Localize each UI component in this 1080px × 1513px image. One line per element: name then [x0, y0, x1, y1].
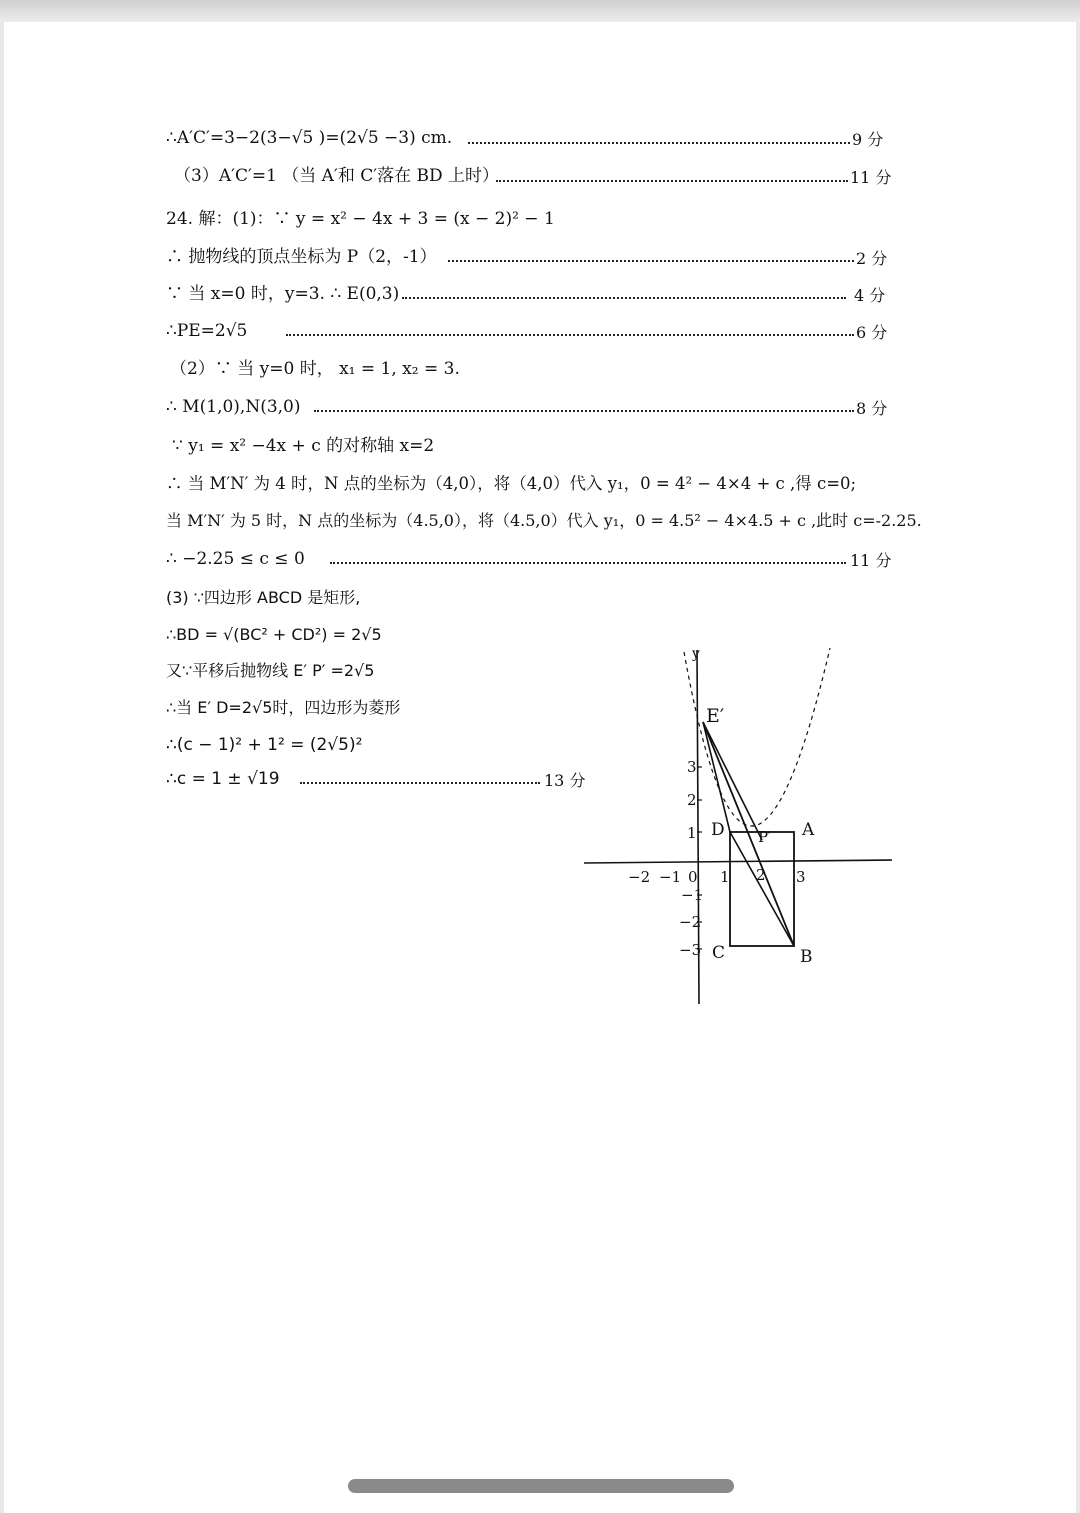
line-2-text: （3）A′C′=1 （当 A′和 C′落在 BD 上时）	[174, 166, 500, 186]
score-2: 11 分	[850, 168, 892, 187]
score-1: 9 分	[852, 130, 884, 149]
label-e-prime: E′	[706, 705, 725, 727]
y-tick-label: −3	[679, 941, 702, 959]
line-5-text: ∵ 当 x=0 时，y=3. ∴ E(0,3)	[166, 284, 400, 304]
line-1-text: ∴A′C′=3−2(3−√5 )=(2√5 −3) cm.	[166, 128, 453, 148]
line-2	[174, 165, 499, 187]
score-5: 6 分	[856, 323, 888, 342]
label-p-prime: P′	[758, 828, 772, 846]
line-4	[166, 246, 437, 268]
leader-dots	[286, 334, 854, 336]
line-8	[166, 396, 301, 418]
y-axis-label: y	[692, 646, 700, 662]
line-6-text: ∴PE=2√5	[166, 321, 248, 341]
leader-dots	[300, 782, 540, 784]
y-tick-label: −2	[679, 913, 702, 931]
line-1	[166, 127, 452, 149]
line-14-text: ∴BD = √(BC² + CD²) = 2√5	[166, 625, 382, 644]
line-10-text: ∴ 当 M′N′ 为 4 时，N 点的坐标为（4,0），将（4,0）代入 y₁，0 = 4² − 4×4 + c ,得 c=0;	[166, 474, 857, 493]
y-tick-label: −1	[681, 886, 704, 904]
line-7	[170, 358, 460, 380]
x-tick-label: −1	[659, 868, 682, 886]
diagonal-bd	[730, 832, 794, 946]
line-11	[166, 510, 922, 532]
line-16	[166, 697, 400, 719]
score-3: 2 分	[856, 249, 888, 268]
label-a: A	[802, 820, 815, 840]
x-axis	[584, 860, 892, 863]
x-tick-label: 0	[688, 868, 698, 886]
line-17	[166, 734, 362, 756]
leader-dots	[330, 562, 846, 564]
line-15-text: 又∵平移后抛物线 E′ P′ =2√5	[166, 661, 375, 680]
line-5	[166, 283, 399, 305]
line-18-text: ∴c = 1 ± √19	[166, 769, 280, 789]
coordinate-figure	[584, 642, 904, 1012]
x-tick-label: 3	[796, 868, 806, 886]
score-6: 8 分	[856, 399, 888, 418]
line-18	[166, 768, 280, 790]
score-7: 11 分	[850, 551, 892, 570]
line-7-text: （2）∵ 当 y=0 时， x₁ = 1, x₂ = 3.	[170, 359, 460, 379]
line-15	[166, 660, 374, 682]
label-d: D	[711, 820, 725, 840]
x-tick-label: −2	[628, 868, 651, 886]
line-9-text: ∵ y₁ = x² −4x + c 的对称轴 x=2	[172, 436, 435, 456]
line-9	[172, 435, 434, 457]
line-3-text: 24. 解：(1)：∵ y = x² − 4x + 3 = (x − 2)² − 1	[166, 209, 555, 229]
line-16-text: ∴当 E′ D=2√5时，四边形为菱形	[166, 698, 401, 717]
y-tick-label: 1	[687, 824, 697, 842]
line-4-text: ∴ 抛物线的顶点坐标为 P（2，-1）	[166, 247, 437, 267]
leader-dots	[402, 297, 846, 299]
line-14	[166, 624, 382, 646]
line-11-text: 当 M′N′ 为 5 时，N 点的坐标为（4.5,0），将（4.5,0）代入 y₁，0 = 4.5² − 4×4.5 + c ,此时 c=-2.25.	[166, 511, 922, 530]
label-b: B	[800, 947, 813, 967]
line-10	[166, 473, 856, 495]
line-12-text: ∴ −2.25 ≤ c ≤ 0	[166, 549, 305, 569]
line-13-text: (3) ∵四边形 ABCD 是矩形,	[166, 588, 361, 607]
line-8-text: ∴ M(1,0),N(3,0)	[166, 397, 301, 417]
x-tick-label: 1	[720, 868, 730, 886]
line-13	[166, 587, 360, 609]
line-12	[166, 548, 305, 570]
x-tick-label: 2	[756, 866, 766, 884]
y-tick-label: 3	[687, 758, 697, 776]
score-4: 4 分	[854, 286, 886, 305]
label-c: C	[712, 943, 726, 963]
leader-dots	[314, 410, 854, 412]
line-17-text: ∴(c − 1)² + 1² = (2√5)²	[166, 735, 363, 755]
score-8: 13 分	[544, 771, 586, 790]
leader-dots	[468, 142, 850, 144]
leader-dots	[496, 180, 848, 182]
top-bar	[0, 0, 1080, 22]
line-3	[166, 208, 555, 230]
line-6	[166, 320, 247, 342]
y-tick-label: 2	[687, 791, 697, 809]
document-page	[4, 22, 1076, 1513]
leader-dots	[448, 260, 854, 262]
home-indicator[interactable]	[348, 1479, 734, 1493]
